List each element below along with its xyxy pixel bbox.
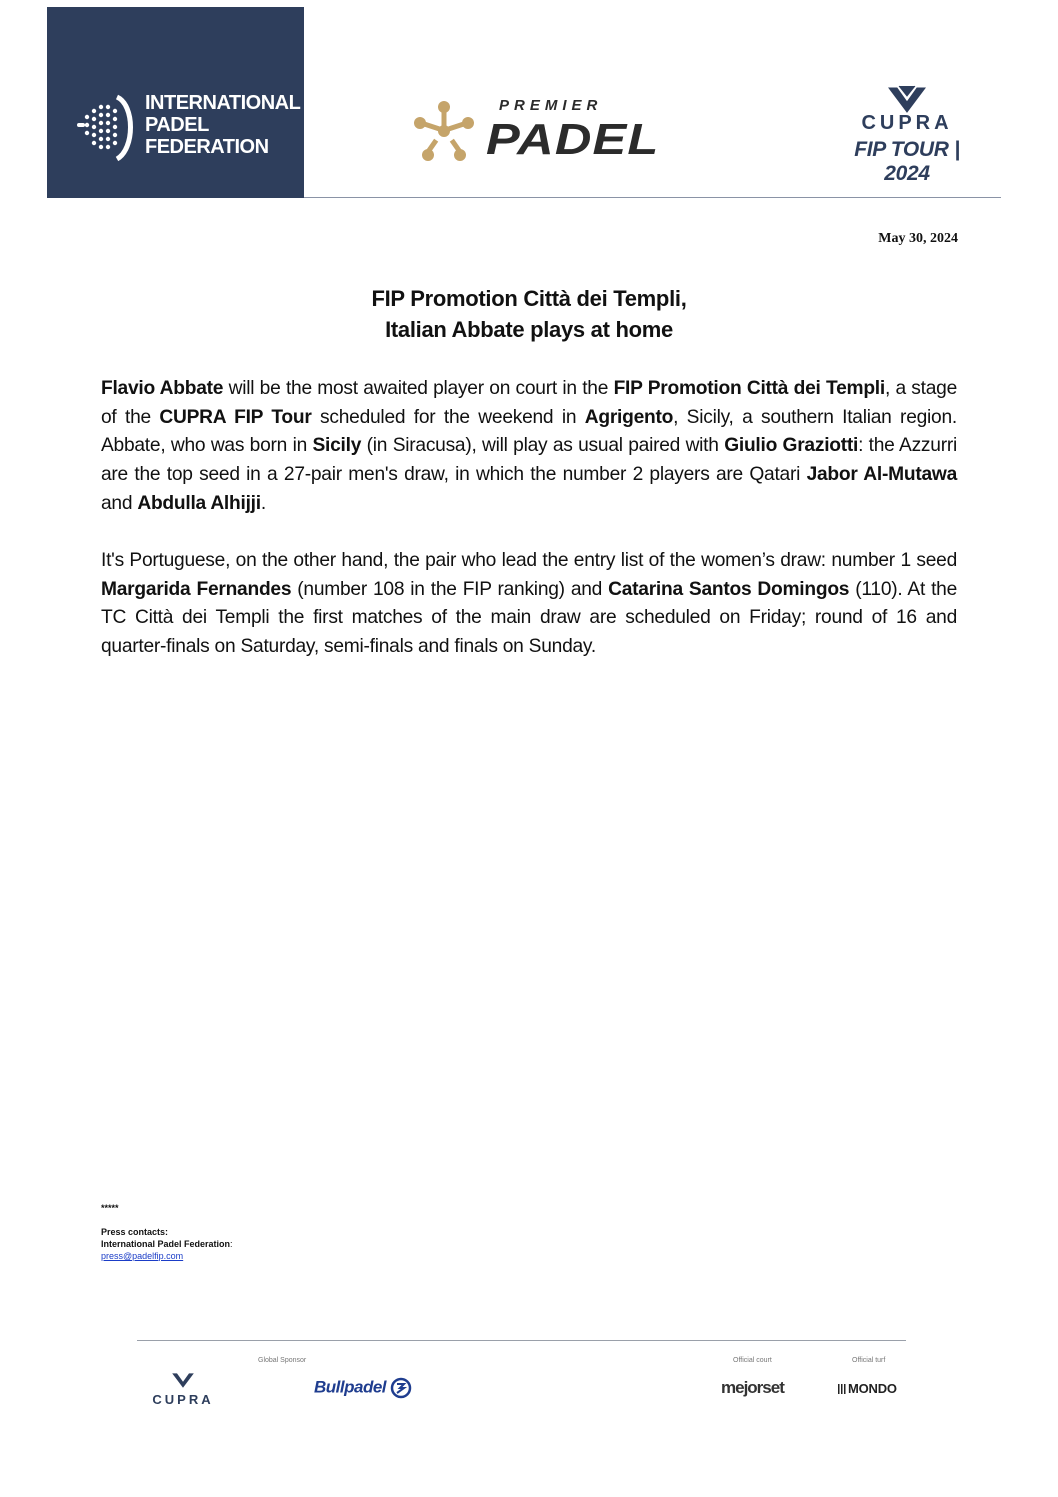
text-run: will be the most awaited player on court in the bbox=[223, 378, 614, 399]
paragraph-2 bbox=[101, 547, 957, 662]
padel-racket-icon bbox=[75, 87, 135, 167]
contacts-org bbox=[101, 1238, 233, 1250]
bold-term: Flavio Abbate bbox=[101, 378, 224, 399]
bold-term: Catarina Santos Domingos bbox=[608, 578, 850, 600]
press-contacts bbox=[101, 1202, 233, 1262]
footer-bullpadel-logo bbox=[314, 1377, 412, 1399]
text-run: . bbox=[260, 492, 266, 514]
premier-word: PREMIER bbox=[499, 97, 603, 114]
text-run: (110). At the TC Città dei Templi the first matches of the main draw are scheduled on Friday; round of 16 and quarter-finals on Saturday, semi-finals and finals on Sunday. bbox=[101, 578, 957, 658]
mondo-stripes-icon bbox=[838, 1384, 847, 1394]
paragraph-1 bbox=[101, 375, 957, 519]
contacts-org-suffix: : bbox=[230, 1239, 233, 1249]
separator: ***** bbox=[101, 1203, 119, 1213]
fip-logo-line: INTERNATIONAL bbox=[145, 92, 301, 114]
cupra-emblem-icon bbox=[887, 84, 927, 114]
official-turf-label: Official turf bbox=[852, 1357, 886, 1364]
bullpadel-emblem-icon bbox=[390, 1377, 412, 1399]
text-run: , Sicily, a southern Italian region. Abbate, who was born in bbox=[101, 406, 957, 457]
footer-mondo-logo bbox=[838, 1381, 897, 1396]
footer-divider bbox=[137, 1340, 906, 1341]
header-divider bbox=[304, 197, 1001, 198]
cupra-brand: CUPRA bbox=[861, 112, 953, 134]
text-run: : the Azzurri are the top seed in a 27-pair men's draw, in which the number 2 players are Qatari bbox=[101, 435, 957, 486]
official-court-label: Official court bbox=[733, 1357, 772, 1364]
text-run: , a stage of the bbox=[101, 378, 957, 428]
bold-term: Jabor Al-Mutawa bbox=[806, 464, 957, 486]
text-run: It's Portuguese, on the other hand, the pair who lead the entry list of the women’s draw: number 1 seed bbox=[101, 550, 957, 571]
premier-padel-logo bbox=[412, 97, 702, 167]
footer-cupra-logo bbox=[136, 1370, 230, 1410]
title-line-1: FIP Promotion Città dei Templi, bbox=[371, 286, 687, 311]
press-date: May 30, 2024 bbox=[878, 231, 958, 246]
title-line-2: Italian Abbate plays at home bbox=[385, 317, 673, 342]
footer-cupra-word: CUPRA bbox=[152, 1392, 214, 1407]
cupra-fip-tour-logo bbox=[832, 84, 982, 185]
text-run: scheduled for the weekend in bbox=[311, 406, 585, 428]
fip-logo-block bbox=[47, 7, 304, 198]
contacts-org-name: International Padel Federation bbox=[101, 1239, 231, 1249]
fip-logo-line: FEDERATION bbox=[145, 136, 269, 158]
press-title bbox=[100, 283, 958, 345]
text-run: and bbox=[101, 492, 138, 514]
global-sponsor-label: Global Sponsor bbox=[258, 1357, 307, 1364]
bold-term: Giulio Graziotti bbox=[724, 435, 859, 457]
fip-logo-text bbox=[145, 92, 300, 158]
text-run: (in Siracusa), will play as usual paired with bbox=[361, 435, 725, 457]
footer-mejorset-logo: mejorset bbox=[721, 1378, 784, 1397]
bold-term: Abdulla Alhijji bbox=[137, 492, 261, 514]
cupra-emblem-icon bbox=[171, 1370, 195, 1390]
bold-term: FIP Promotion Città dei Templi bbox=[613, 378, 885, 399]
fip-logo-line: PADEL bbox=[145, 114, 209, 136]
bold-term: CUPRA FIP Tour bbox=[159, 406, 312, 428]
bold-term: Agrigento bbox=[584, 406, 674, 428]
press-email-link[interactable]: press@padelfip.com bbox=[101, 1251, 184, 1261]
bold-term: Margarida Fernandes bbox=[101, 578, 292, 600]
contacts-heading: Press contacts: bbox=[101, 1227, 169, 1237]
bold-term: Sicily bbox=[312, 435, 362, 457]
text-run: (number 108 in the FIP ranking) and bbox=[291, 578, 609, 600]
padel-word: PADEL bbox=[486, 115, 660, 164]
bullpadel-word: Bullpadel bbox=[314, 1377, 387, 1397]
mondo-word: MONDO bbox=[848, 1381, 897, 1396]
fip-tour-year: FIP TOUR | 2024 bbox=[854, 138, 960, 185]
premier-padel-flower-icon bbox=[412, 99, 476, 163]
